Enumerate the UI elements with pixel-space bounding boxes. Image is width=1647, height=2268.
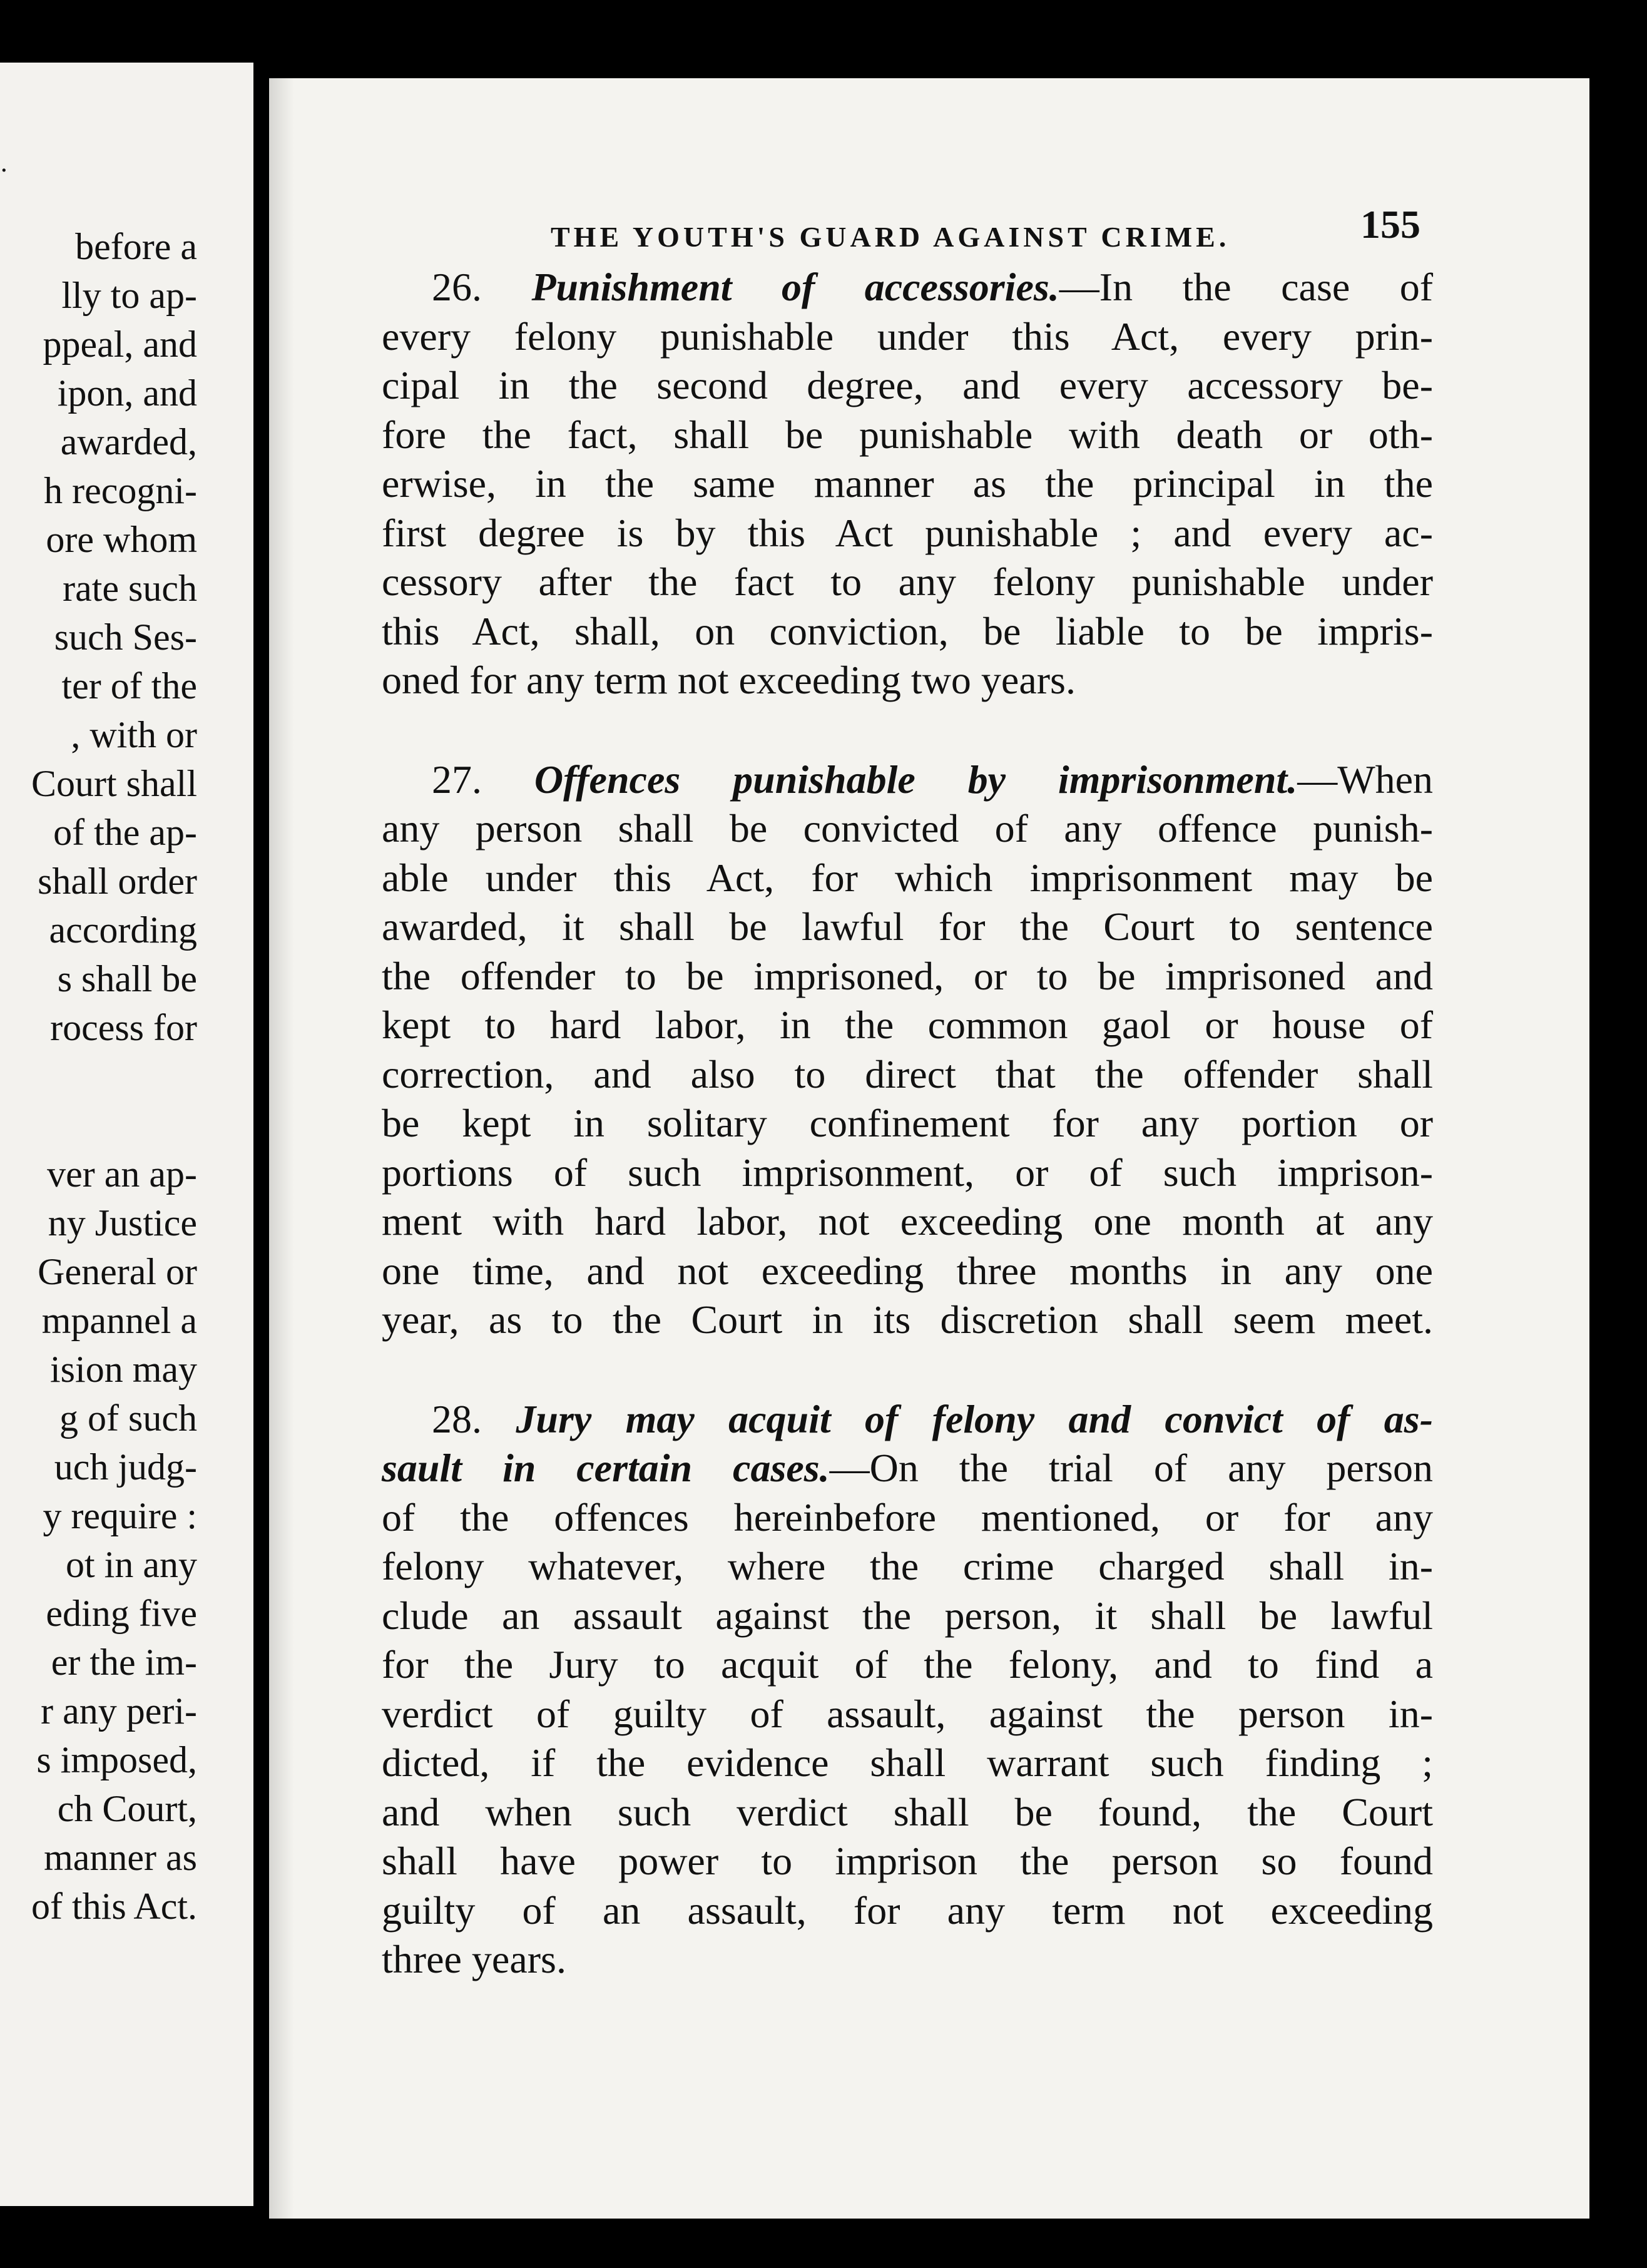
section-line: able under this Act, for which imprisonment may be xyxy=(382,855,1433,900)
left-line: ny Justice xyxy=(48,1202,197,1244)
section-line: correction, and also to direct that the offender shall xyxy=(382,1051,1433,1096)
section-line: for the Jury to acquit of the felony, and to find a xyxy=(382,1642,1433,1687)
section-line: of the offences hereinbefore mentioned, or for any xyxy=(382,1494,1433,1540)
left-line: manner as xyxy=(44,1837,197,1878)
left-line: ore whom xyxy=(46,519,197,560)
left-line: of this Act. xyxy=(31,1886,197,1927)
left-line: er the im- xyxy=(51,1642,197,1683)
section-26 xyxy=(382,263,1433,705)
left-line: g of such xyxy=(59,1397,197,1439)
left-line: r any peri- xyxy=(41,1690,197,1732)
left-line: of the ap- xyxy=(53,812,197,853)
left-line: uch judg- xyxy=(54,1446,197,1488)
section-number: 26. xyxy=(432,265,482,309)
section-line: —In the case of xyxy=(1059,265,1434,309)
left-line: mpannel a xyxy=(41,1300,197,1341)
running-head xyxy=(382,200,1433,263)
section-number: 28. xyxy=(432,1396,482,1441)
section-line: oned for any term not exceeding two years. xyxy=(382,658,1076,702)
section-second-line xyxy=(382,1444,1433,1493)
left-page xyxy=(0,63,253,2206)
left-page-text xyxy=(31,222,197,1931)
section-line: erwise, in the same manner as the principal in the xyxy=(382,461,1433,506)
left-line: awarded, xyxy=(60,421,197,462)
section-line: fore the fact, shall be punishable with death or oth- xyxy=(382,412,1433,457)
left-gap xyxy=(31,1101,197,1150)
left-line: such Ses- xyxy=(54,616,197,658)
left-line: s imposed, xyxy=(36,1739,197,1780)
section-first-line xyxy=(382,1395,1433,1444)
section-line: cipal in the second degree, and every accessory be- xyxy=(382,363,1433,407)
left-line: General or xyxy=(38,1251,197,1292)
left-line: ch Court, xyxy=(57,1788,197,1829)
section-line: shall have power to imprison the person so found xyxy=(382,1839,1433,1883)
left-line: shall order xyxy=(38,861,197,902)
running-head-title: THE YOUTH'S GUARD AGAINST CRIME. xyxy=(551,221,1230,253)
section-27 xyxy=(382,755,1433,1345)
left-line: , with or xyxy=(71,714,197,755)
left-line: ision may xyxy=(50,1349,197,1390)
section-line: clude an assault against the person, it shall be lawful xyxy=(382,1593,1433,1638)
section-28 xyxy=(382,1395,1433,1984)
section-line: guilty of an assault, for any term not exceeding xyxy=(382,1887,1433,1933)
section-line: be kept in solitary confinement for any portion or xyxy=(382,1101,1433,1145)
left-line: rocess for xyxy=(50,1007,197,1048)
gutter-shadow xyxy=(269,78,294,2219)
section-heading: Punishment of accessories. xyxy=(531,265,1059,309)
left-line: ppeal, and xyxy=(43,324,197,365)
left-line: ter of the xyxy=(61,665,197,707)
left-line: before a xyxy=(75,226,197,267)
section-line: ment with hard labor, not exceeding one month at any xyxy=(382,1199,1433,1244)
section-line: felony whatever, where the crime charged shall in- xyxy=(382,1544,1433,1588)
section-line: portions of such imprisonment, or of such imprison- xyxy=(382,1150,1433,1195)
section-number: 27. xyxy=(432,757,482,802)
left-line: y require : xyxy=(43,1495,197,1536)
page-body xyxy=(382,200,1433,1984)
left-line: rate such xyxy=(63,568,197,609)
section-first-line xyxy=(382,755,1433,805)
section-line: first degree is by this Act punishable ; and every ac- xyxy=(382,510,1433,555)
left-line: according xyxy=(49,909,197,951)
section-heading-cont: sault in certain cases. xyxy=(382,1446,830,1490)
left-line: h recogni- xyxy=(44,470,197,511)
left-line: eding five xyxy=(46,1593,197,1634)
section-line: three years. xyxy=(382,1937,566,1981)
section-line: the offender to be imprisoned, or to be imprisoned and xyxy=(382,953,1433,998)
section-line: —When xyxy=(1297,757,1434,802)
section-first-line xyxy=(382,263,1433,312)
left-line: ver an ap- xyxy=(47,1153,197,1195)
section-line: verdict of guilty of assault, against the person in- xyxy=(382,1691,1433,1736)
left-line: Court shall xyxy=(31,763,197,804)
left-gap xyxy=(31,1052,197,1101)
section-line: and when such verdict shall be found, the Court xyxy=(382,1789,1433,1834)
section-line: kept to hard labor, in the common gaol or house of xyxy=(382,1003,1433,1047)
section-line: —On the trial of any person xyxy=(829,1446,1433,1490)
section-line: one time, and not exceeding three months in any one xyxy=(382,1248,1433,1293)
left-line: lly to ap- xyxy=(61,275,197,316)
left-line: ot in any xyxy=(66,1544,197,1585)
right-page xyxy=(269,78,1589,2219)
section-line: every felony punishable under this Act, every prin- xyxy=(382,314,1433,359)
page-number: 155 xyxy=(1360,202,1420,247)
section-line: awarded, it shall be lawful for the Court to sentence xyxy=(382,904,1433,949)
section-line: cessory after the fact to any felony punishable under xyxy=(382,559,1433,604)
left-line: ipon, and xyxy=(57,372,197,414)
section-heading: Jury may acquit of felony and convict of as- xyxy=(516,1396,1434,1441)
section-line: dicted, if the evidence shall warrant such finding ; xyxy=(382,1740,1433,1785)
section-heading: Offences punishable by imprisonment. xyxy=(534,757,1298,802)
section-line: year, as to the Court in its discretion shall seem meet. xyxy=(382,1297,1433,1342)
margin-mark: · xyxy=(0,156,8,185)
section-line: this Act, shall, on conviction, be liable to be impris- xyxy=(382,608,1433,653)
section-line: any person shall be convicted of any offence punish- xyxy=(382,806,1433,850)
left-line: s shall be xyxy=(57,958,197,999)
